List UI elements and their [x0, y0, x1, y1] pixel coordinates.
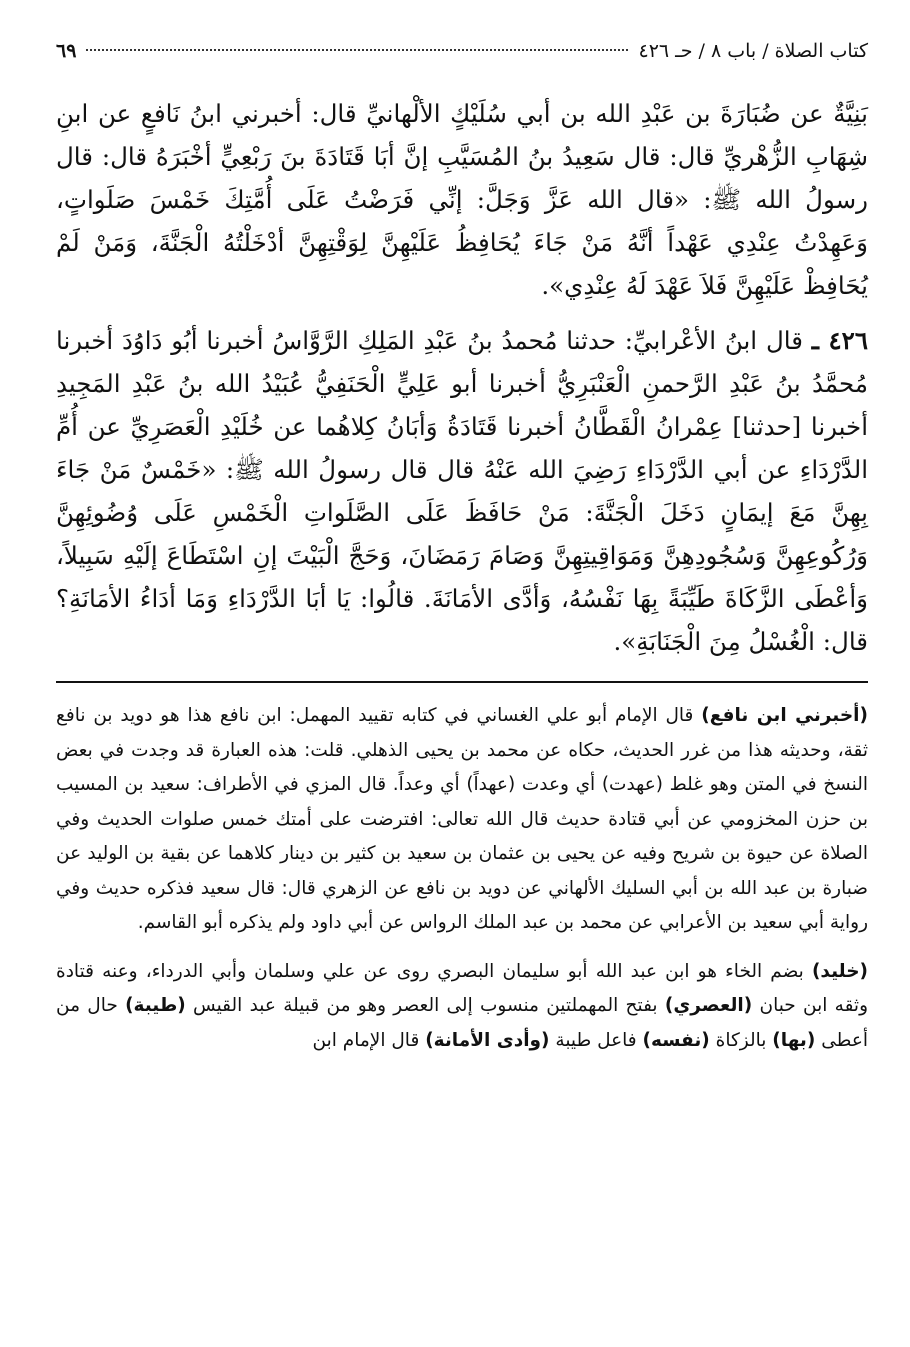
document-page: [56, 40, 868, 1330]
page-number: ٦٩: [56, 40, 77, 62]
footnote-1-text: قال الإمام أبو علي الغساني في كتابه تقييد المهمل: ابن نافع هذا هو دويد بن نافع ثقة، وحديثه هذا من غرر الحديث، حكاه عن محمد بن يحيى الذهلي. قلت: هذه العبارة قد وجدت في بعض النسخ في المتن وهو غلط (عهدت) أي وعدت (عهداً) أي وعداً. قال المزي في الأطراف: سعيد بن المسيب بن حزن المخزومي عن أبي قتادة حديث قال الله تعالى: افترضت على أمتك خمس صلوات الحديث وفي الصلاة عن حيوة بن شريح وفيه عن يحيى بن عثمان بن سعيد بن كثير بن دينار كلاهما عن بقية بن الوليد عن ضبارة بن عبد الله بن أبي السليك الألهاني عن دويد بن نافع عن الزهري قال: قال سعيد فذكره حديث وفي رواية أبي سعيد بن الأعرابي عن محمد بن عبد الملك الرواس عن أبي داود ولم يذكره أبو القاسم.: [56, 705, 868, 933]
footnote-2-term-f: (وأدى الأمانة): [425, 1029, 550, 1051]
footnote-2: [56, 955, 868, 1059]
footnote-1-term: (أخبرني ابن نافع): [701, 705, 868, 726]
main-paragraph-2: [56, 319, 868, 663]
footnote-2-text-e: فاعل طيبة: [555, 1029, 637, 1051]
header-dotted-leader: [86, 49, 628, 51]
main-text: [56, 92, 868, 663]
footnote-2-text-b: بفتح المهملتين منسوب إلى العصر وهو من قبيلة عبد القيس: [193, 995, 658, 1016]
footnote-2-term-b: (العصري): [664, 995, 753, 1016]
footnotes: [56, 699, 868, 1058]
footnote-2-text-f: قال الإمام ابن: [312, 1029, 420, 1051]
footnote-2-term: (خليد): [811, 960, 868, 982]
footnote-2-term-c: (طيبة): [125, 995, 186, 1016]
footnote-2-text-d: بالزكاة: [715, 1029, 767, 1051]
main-paragraph-1: بَنِيَّةٌ عن ضُبَارَةَ بن عَبْدِ الله بن أبي سُلَيْكٍ الألْهانيِّ قال: أخبرني ابنُ نَافعٍ عن ابنِ شِهَابِ الزُّهْريِّ قال: قال سَعِيدُ بنُ المُسَيَّبِ إنَّ أبَا قَتَادَةَ بنَ رَبْعِيٍّ أخْبَرَهُ قال: قال رسولُ الله ﷺ: «قال الله عَزَّ وَجَلَّ: إنِّي فَرَضْتُ عَلَى أُمَّتِكَ خَمْسَ صَلَواتٍ، وَعَهِدْتُ عِنْدِي عَهْداً أنَّهُ مَنْ جَاءَ يُحَافِظُ عَلَيْهِنَّ لِوَقْتِهِنَّ أدْخَلْتُهُ الْجَنَّةَ، وَمَنْ لَمْ يُحَافِظْ عَلَيْهِنَّ فَلاَ عَهْدَ لَهُ عِنْدِي».: [56, 99, 868, 300]
footnote-2-term-d: (بها): [772, 1029, 816, 1051]
running-header: [56, 40, 868, 84]
hadith-number: ٤٢٦ ـ: [811, 326, 868, 355]
footnote-2-text-a: بضم الخاء هو ابن عبد الله أبو سليمان البصري روى عن علي وسلمان وأبي الدرداء، وعنه قتادة وثقه ابن حبان: [56, 960, 869, 1016]
footnote-2-term-e: (نفسه): [642, 1029, 710, 1051]
footnote-1: [56, 699, 868, 941]
hadith-text: قال ابنُ الأعْرابيِّ: حدثنا مُحمدُ بنُ عَبْدِ المَلِكِ الرَّوَّاسُ أخبرنا أبُو دَاوُدَ أخبرنا مُحمَّدُ بنُ عَبْدِ الرَّحمنِ الْعَنْبَرِيُّ أخبرنا أبو عَلِيٍّ الْحَنَفِيُّ عُبَيْدُ الله بنُ عَبْدِ المَجِيدِ أخبرنا [حدثنا] عِمْرانُ الْقَطَّانُ أخبرنا قَتَادَةُ وَأبَانُ كِلاهُما عن خُلَيْدِ الْعَصَرِيِّ عن أُمِّ الدَّرْدَاءِ عن أبي الدَّرْدَاءِ رَضِيَ الله عَنْهُ قال قال رسولُ الله ﷺ: «خَمْسٌ مَنْ جَاءَ بِهِنَّ مَعَ إيمَانٍ دَخَلَ الْجَنَّةَ: مَنْ حَافَظَ عَلَى الصَّلَواتِ الْخَمْسِ عَلَى وُضُوئِهِنَّ وَرُكُوعِهِنَّ وَسُجُودِهِنَّ وَمَوَاقِيتِهِنَّ وَصَامَ رَمَضَانَ، وَحَجَّ الْبَيْتَ إنِ اسْتَطَاعَ إلَيْهِ سَبِيلاً، وَأعْطَى الزَّكَاةَ طَيِّبَةً بِهَا نَفْسُهُ، وَأدَّى الأمَانَةَ. قالُوا: يَا أبَا الدَّرْدَاءِ وَمَا أدَاءُ الأمَانَةِ؟ قال: الْغُسْلُ مِنَ الْجَنَابَةِ».: [56, 326, 868, 656]
footnote-divider: [56, 681, 868, 683]
footnote-2-text-c: حال من أعطى: [56, 995, 868, 1051]
header-title: كتاب الصلاة / باب ٨ / حـ ٤٢٦: [638, 40, 868, 62]
